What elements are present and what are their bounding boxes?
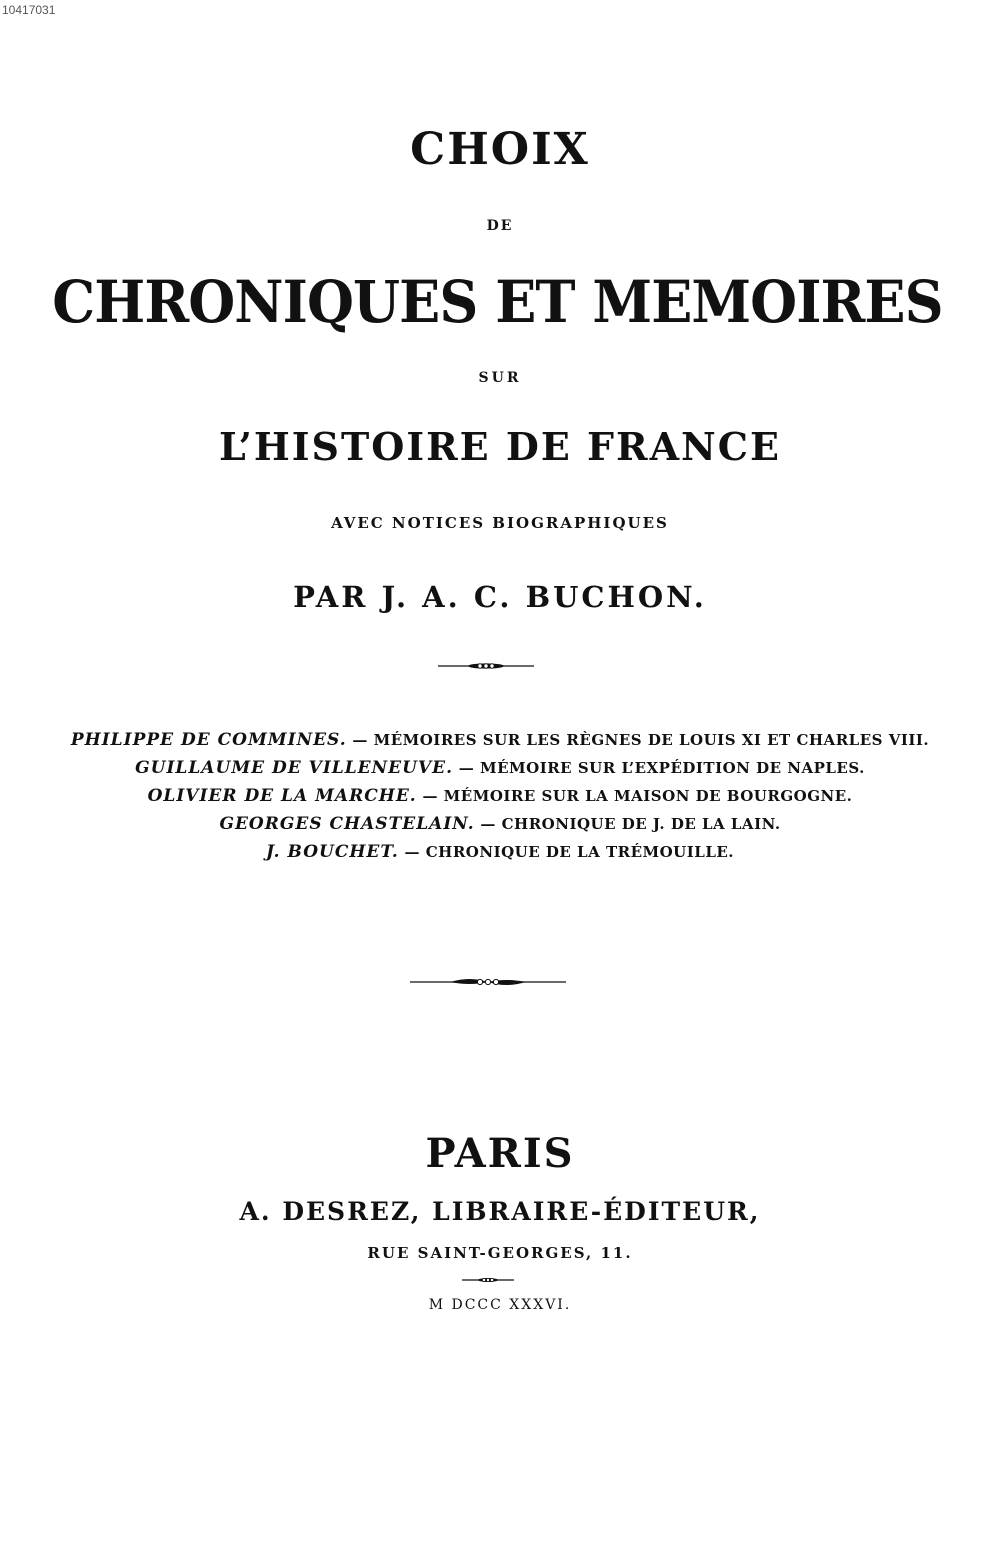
contents-work: — CHRONIQUE DE LA TRÉMOUILLE. (398, 843, 735, 861)
main-title: CHRONIQUES ET MEMOIRES (52, 268, 943, 336)
contents-author: GUILLAUME DE VILLENEUVE. (135, 758, 454, 778)
list-item (0, 754, 1000, 782)
imprint-publisher: A. DESREZ, LIBRAIRE-ÉDITEUR, (239, 1197, 761, 1226)
contents-work: — MÉMOIRE SUR LA MAISON DE BOURGOGNE. (416, 787, 853, 805)
list-item (0, 782, 1000, 810)
contents-author: PHILIPPE DE COMMINES. (70, 730, 347, 750)
ornament-rule-icon (462, 1276, 514, 1284)
title-de: DE (486, 218, 514, 234)
ornament-rule-icon (438, 660, 534, 672)
contents-author: OLIVIER DE LA MARCHE. (147, 786, 417, 806)
contents-work: — CHRONIQUE DE J. DE LA LAIN. (474, 815, 781, 833)
imprint-date: M DCCC XXXVI. (428, 1297, 572, 1313)
ornament-rule-icon (410, 975, 566, 989)
contents-work: — MÉMOIRE SUR L’EXPÉDITION DE NAPLES. (453, 759, 865, 777)
imprint-address: RUE SAINT-GEORGES, 11. (367, 1244, 633, 1262)
title-choix: CHOIX (410, 124, 590, 175)
contents-author: GEORGES CHASTELAIN. (219, 814, 475, 834)
title-histoire: L’HISTOIRE DE FRANCE (218, 424, 782, 469)
imprint-city: PARIS (425, 1130, 575, 1177)
page-id-label: 10417031 (2, 3, 56, 17)
title-sur: SUR (478, 370, 522, 386)
contents-list (0, 726, 1000, 866)
author-line: PAR J. A. C. BUCHON. (293, 580, 707, 614)
contents-work: — MÉMOIRES SUR LES RÈGNES DE LOUIS XI ET CHARLES VIII. (346, 731, 930, 749)
list-item (0, 726, 1000, 754)
contents-author: J. BOUCHET. (265, 842, 399, 862)
list-item (0, 810, 1000, 838)
list-item (0, 838, 1000, 866)
subtitle-notices: AVEC NOTICES BIOGRAPHIQUES (331, 514, 669, 532)
